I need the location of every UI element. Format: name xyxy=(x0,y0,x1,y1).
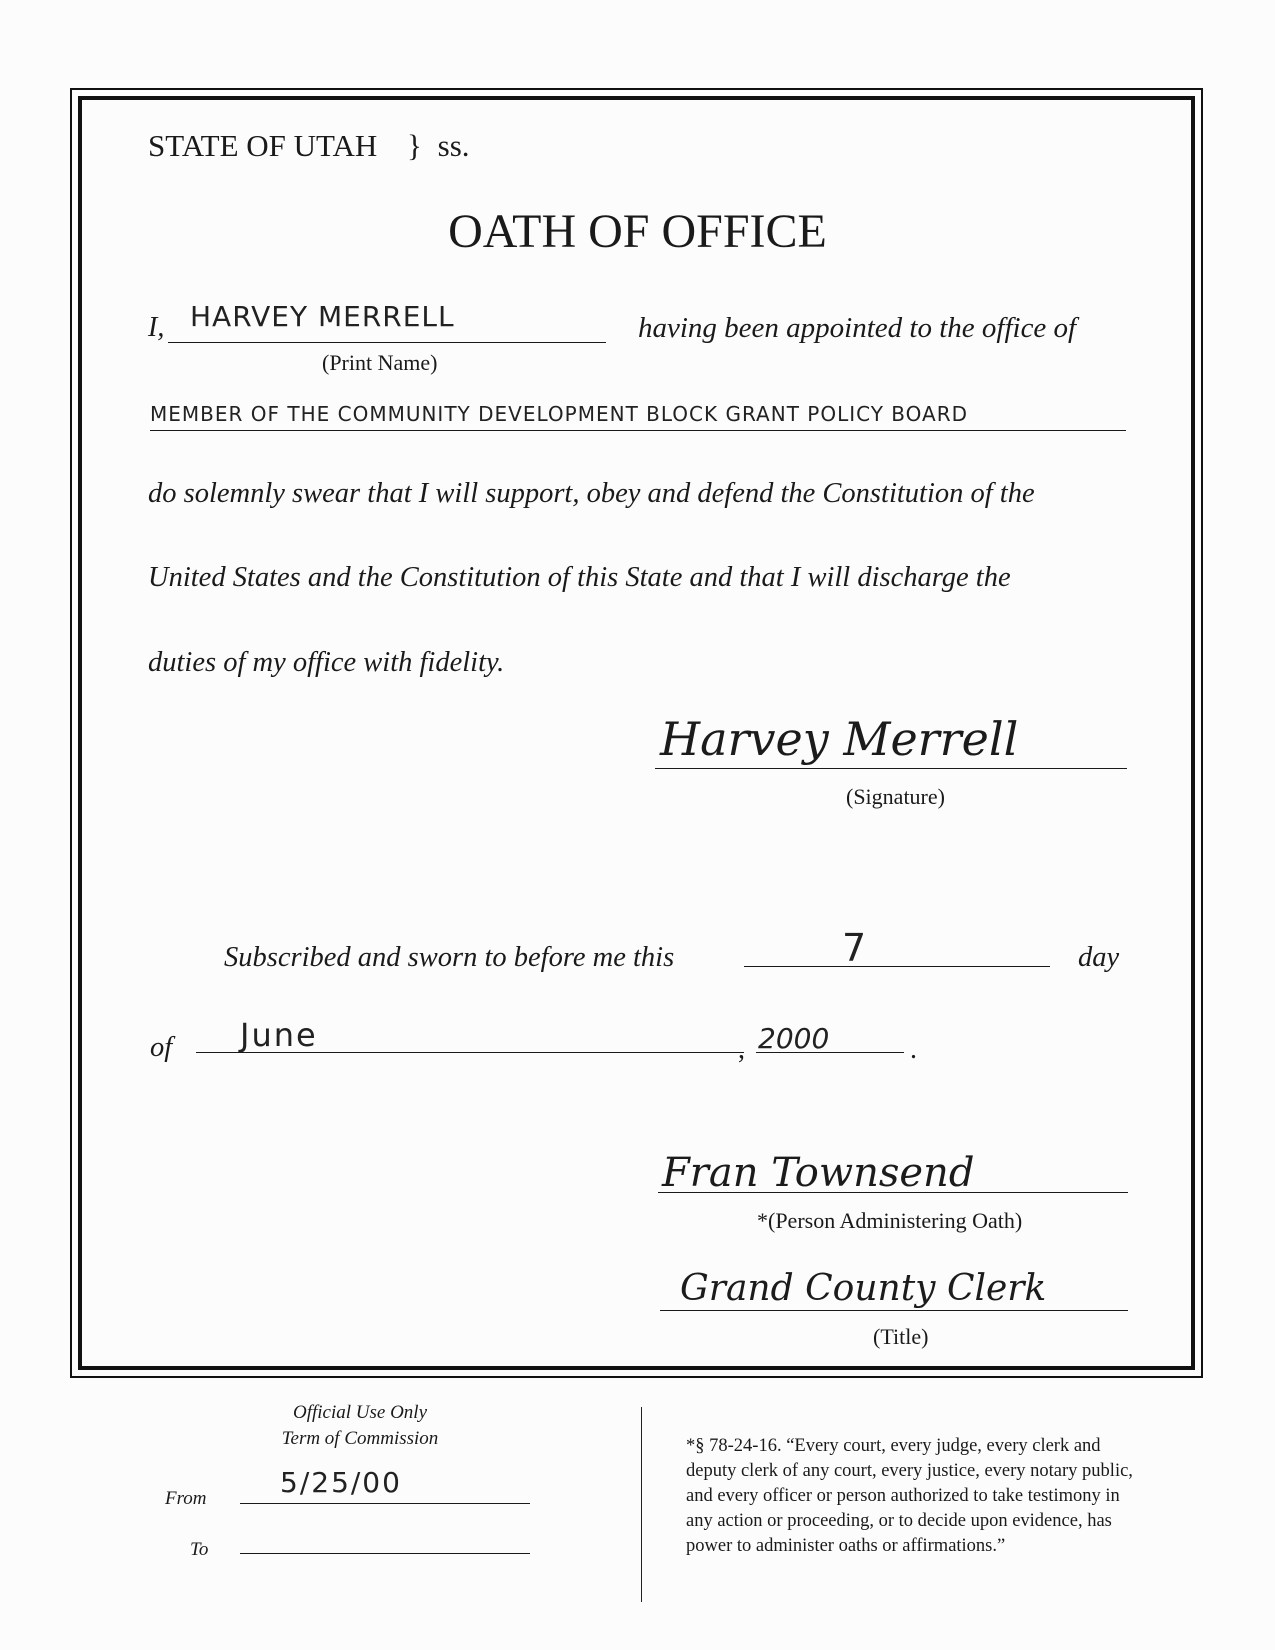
print-name-line xyxy=(168,342,606,343)
statute-note xyxy=(686,1434,1133,1559)
of-label: of xyxy=(150,1032,173,1063)
date-comma: , xyxy=(738,1034,745,1065)
month-field[interactable]: June xyxy=(240,1016,318,1054)
signature-line xyxy=(655,768,1127,769)
oath-body-line-1: do solemnly swear that I will support, obey and defend the Constitution of the xyxy=(148,478,1035,509)
page-title: OATH OF OFFICE xyxy=(448,205,827,258)
statute-line-3: and every officer or person authorized to take testimony in xyxy=(686,1486,1120,1506)
administrator-title-field[interactable]: Grand County Clerk xyxy=(680,1268,1047,1309)
from-field[interactable]: 5/25/00 xyxy=(280,1466,402,1499)
oath-signature[interactable]: Harvey Merrell xyxy=(660,712,1019,766)
title-line xyxy=(660,1310,1128,1311)
print-name-field[interactable]: HARVEY MERRELL xyxy=(190,300,455,333)
form-inner-border xyxy=(78,96,1195,1370)
i-label: I, xyxy=(148,312,165,343)
administrator-line xyxy=(658,1192,1128,1193)
month-line xyxy=(196,1052,744,1053)
state-label: STATE OF UTAH xyxy=(148,128,378,163)
administrator-caption: *(Person Administering Oath) xyxy=(757,1208,1023,1233)
oath-body-line-3: duties of my office with fidelity. xyxy=(148,647,505,678)
day-field[interactable]: 7 xyxy=(842,926,867,970)
brace-symbol: } xyxy=(407,128,422,163)
statute-line-5: power to administer oaths or affirmations.” xyxy=(686,1536,1006,1556)
statute-line-2: deputy clerk of any court, every justice, every notary public, xyxy=(686,1461,1133,1481)
state-heading xyxy=(148,128,470,164)
print-name-caption: (Print Name) xyxy=(322,350,438,375)
statute-line-4: any action or proceeding, or to decide upon evidence, has xyxy=(686,1511,1112,1531)
year-line xyxy=(756,1052,904,1053)
day-line xyxy=(744,966,1050,967)
term-heading: Term of Commission xyxy=(281,1428,439,1449)
statute-line-1: *§ 78-24-16. “Every court, every judge, every clerk and xyxy=(686,1436,1101,1456)
administrator-signature[interactable]: Fran Townsend xyxy=(662,1150,975,1196)
from-line xyxy=(240,1503,530,1504)
date-period: . xyxy=(910,1034,917,1065)
appointed-text: having been appointed to the office of xyxy=(638,312,1077,344)
signature-caption: (Signature) xyxy=(846,784,945,809)
subscribed-text: Subscribed and sworn to before me this xyxy=(224,942,675,973)
from-label: From xyxy=(165,1488,207,1509)
day-label: day xyxy=(1078,942,1120,973)
year-field[interactable]: 2000 xyxy=(758,1022,830,1055)
oath-body-line-2: United States and the Constitution of this State and that I will discharge the xyxy=(148,562,1011,593)
title-caption: (Title) xyxy=(873,1324,929,1349)
office-field[interactable]: MEMBER OF THE COMMUNITY DEVELOPMENT BLOCK GRANT POLICY BOARD xyxy=(150,402,969,426)
official-use-heading: Official Use Only xyxy=(292,1402,428,1423)
section-divider xyxy=(641,1407,642,1602)
office-line xyxy=(150,430,1126,431)
ss-label: ss. xyxy=(437,128,470,163)
to-label: To xyxy=(190,1539,209,1560)
to-line xyxy=(240,1553,530,1554)
